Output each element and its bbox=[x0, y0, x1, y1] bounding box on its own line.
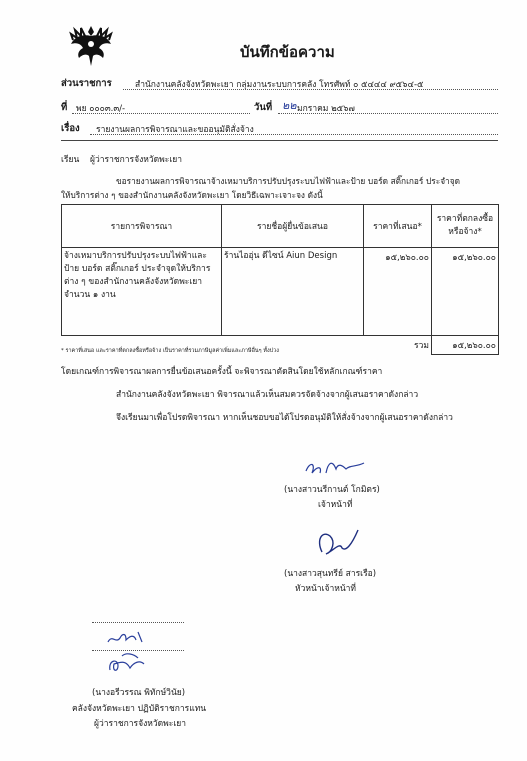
salutation-value: ผู้ว่าราชการจังหวัดพะเยา bbox=[90, 155, 182, 165]
table-header-row bbox=[62, 205, 499, 248]
officer-name: (นางสาวนรีกานต์ โกมิตร) bbox=[284, 485, 380, 495]
cell-vendor: ร้านไออุ่น ดีไซน์ Aiun Design bbox=[222, 248, 364, 336]
para3: สำนักงานคลังจังหวัดพะเยา พิจารณาแล้วเห็นสมควรจัดจ้างจากผู้เสนอราคาดังกล่าว bbox=[116, 390, 419, 400]
date-rest: มกราคม ๒๕๖๗ bbox=[297, 104, 355, 114]
approver-title2: ผู้ว่าราชการจังหวัดพะเยา bbox=[94, 719, 186, 729]
chief-signature-icon bbox=[312, 522, 362, 560]
agency-value: สำนักงานคลังจังหวัดพะเยา กลุ่มงานระบบการคลัง โทรศัพท์ ๐ ๕๔๔๔ ๙๕๖๔-๕ bbox=[135, 80, 424, 90]
chief-name: (นางสาวสุนทรีย์ สารเรือ) bbox=[284, 569, 377, 579]
header-vendor: รายชื่อผู้ยื่นข้อเสนอ bbox=[222, 205, 364, 248]
para4: จึงเรียนมาเพื่อโปรดพิจารณา หากเห็นชอบขอได้โปรดอนุมัติให้สั่งจ้างจากผู้เสนอราคาดังกล่าว bbox=[116, 413, 453, 423]
ref-value: พย ๐๐๐๓.๓/- bbox=[76, 104, 126, 114]
date-label: วันที่ bbox=[254, 102, 273, 113]
approver-signature-icon bbox=[104, 650, 154, 678]
total-value: ๑๕,๒๖๐.๐๐ bbox=[432, 336, 499, 355]
cell-item: จ้างเหมาบริการปรับปรุงระบบไฟฟ้าและป้าย บอร์ด สติ๊กเกอร์ ประจำจุดให้บริการต่าง ๆ ของสำนักงานคลังจังหวัดพะเยา จำนวน ๑ งาน bbox=[62, 248, 222, 336]
date-underline bbox=[278, 113, 498, 114]
approver-name: (นางอรีวรรณ พิทักษ์วินัย) bbox=[92, 688, 186, 698]
subject-value: รายงานผลการพิจารณาและขออนุมัติสั่งจ้าง bbox=[96, 125, 254, 135]
table-row bbox=[62, 248, 499, 336]
total-label: รวม bbox=[62, 336, 432, 355]
cell-agreed: ๑๕,๒๖๐.๐๐ bbox=[432, 248, 499, 336]
officer-signature-icon bbox=[302, 455, 372, 480]
approval-line-1 bbox=[92, 622, 184, 623]
chief-title: หัวหน้าเจ้าหน้าที่ bbox=[295, 584, 357, 594]
ref-label: ที่ bbox=[61, 102, 68, 113]
header-offered: ราคาที่เสนอ* bbox=[364, 205, 432, 248]
para1-line2: ให้บริการต่าง ๆ ของสำนักงานคลังจังหวัดพะเยา โดยวิธีเฉพาะเจาะจง ดังนี้ bbox=[61, 190, 323, 200]
approver-title1: คลังจังหวัดพะเยา ปฏิบัติราชการแทน bbox=[72, 704, 207, 714]
para2: โดยเกณฑ์การพิจารณาผลการยื่นข้อเสนอครั้งนี้ จะพิจารณาตัดสินโดยใช้หลักเกณฑ์ราคา bbox=[61, 367, 383, 377]
memo-title: บันทึกข้อความ bbox=[240, 43, 335, 61]
ref-underline bbox=[72, 113, 250, 114]
date-day: ๒๒ bbox=[282, 99, 297, 112]
subject-label: เรื่อง bbox=[61, 123, 80, 134]
salutation-label: เรียน bbox=[61, 155, 80, 165]
header-divider bbox=[61, 140, 498, 141]
para1-line1: ขอรายงานผลการพิจารณาจ้างเหมาบริการปรับปรุงระบบไฟฟ้าและป้าย บอร์ด สติ๊กเกอร์ ประจำจุด bbox=[116, 176, 460, 186]
cell-offered: ๑๕,๒๖๐.๐๐ bbox=[364, 248, 432, 336]
subject-underline bbox=[90, 134, 498, 135]
approval-mark-icon bbox=[104, 626, 150, 650]
quotation-table bbox=[61, 204, 499, 355]
garuda-emblem-icon bbox=[69, 24, 113, 68]
officer-title: เจ้าหน้าที่ bbox=[318, 500, 353, 510]
header-agreed: ราคาที่ตกลงซื้อหรือจ้าง* bbox=[432, 205, 499, 248]
agency-underline bbox=[123, 89, 498, 90]
footnote: * ราคาที่เสนอ และราคาที่ตกลงซื้อหรือจ้าง เป็นราคาที่รวมภาษีมูลค่าเพิ่มและภาษีอื่นๆ ทั้งปวง bbox=[61, 348, 279, 354]
agency-label: ส่วนราชการ bbox=[61, 78, 112, 89]
header-item: รายการพิจารณา bbox=[62, 205, 222, 248]
